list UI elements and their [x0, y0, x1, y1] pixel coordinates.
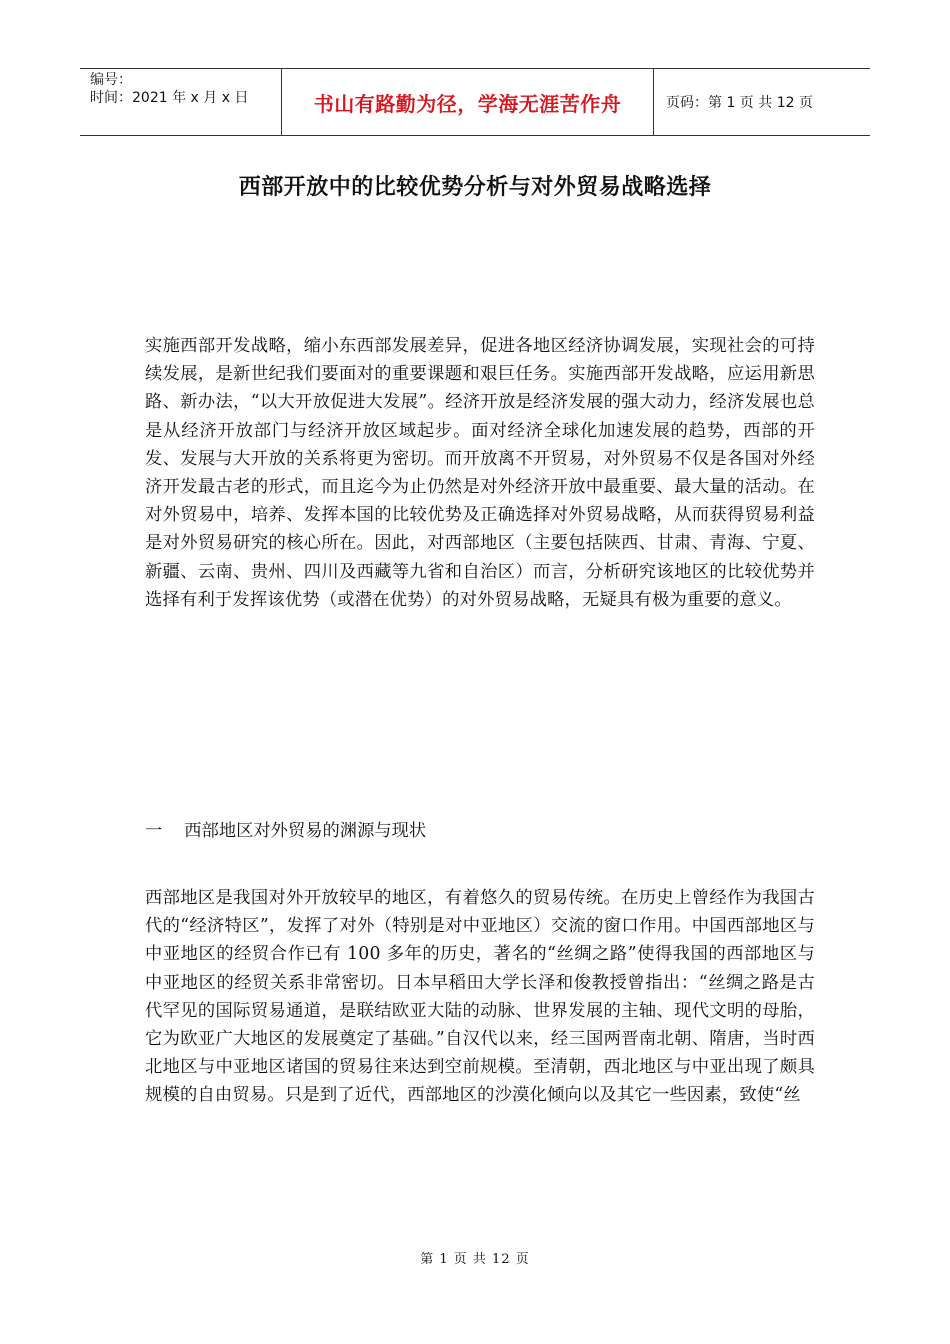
section-heading-1: 一 西部地区对外贸易的渊源与现状 — [145, 821, 427, 841]
document-number-label: 编号： — [90, 72, 132, 88]
page-footer: 第 1 页 共 12 页 — [420, 1252, 530, 1267]
header-motto: 书山有路勤为径，学海无涯苦作舟 — [282, 69, 654, 135]
body-paragraph-1: 实施西部开发战略，缩小东西部发展差异，促进各地区经济协调发展，实现社会的可持续发展，是新世纪我们要面对的重要课题和艰巨任务。实施西部开发战略，应运用新思路、新办法，“以大开放促进大发展”。经济开放是经济发展的强大动力，经济发展也总是从经济开放部门与经济开放区域起步。面对经济全球化加速发展的趋势，西部的开发、发展与大开放的关系将更为密切。而开放离不开贸易，对外贸易不仅是各国对外经济开发最古老的形式，而且迄今为止仍然是对外经济开放中最重要、最大量的活动。在对外贸易中，培养、发挥本国的比较优势及正确选择对外贸易战略，从而获得贸易利益是对外贸易研究的核心所在。因此，对西部地区（主要包括陕西、甘肃、青海、宁夏、新疆、云南、贵州、四川及西藏等九省和自治区）而言，分析研究该地区的比较优势并选择有利于发挥该优势（或潜在优势）的对外贸易战略，无疑具有极为重要的意义。 — [145, 336, 815, 610]
document-title: 西部开放中的比较优势分析与对外贸易战略选择 — [238, 175, 712, 200]
page-header — [80, 68, 870, 136]
body-paragraph-2: 西部地区是我国对外开放较早的地区，有着悠久的贸易传统。在历史上曾经作为我国古代的“经济特区”，发挥了对外（特别是对中亚地区）交流的窗口作用。中国西部地区与中亚地区的经贸合作已有 100 多年的历史，著名的“丝绸之路”使得我国的西部地区与中亚地区的经贸关系非常密切。日本早稻田大学长泽和俊教授曾指出：“丝绸之路是古代罕见的国际贸易通道，是联结欧亚大陆的动脉、世界发展的主轴、现代文明的母胎，它为欧亚广大地区的发展奠定了基础。”自汉代以来，经三国两晋南北朝、隋唐，当时西北地区与中亚地区诸国的贸易往来达到空前规模。至清朝，西北地区与中亚出现了颇具规模的自由贸易。只是到了近代，西部地区的沙漠化倾向以及其它一些因素，致使“丝 — [145, 888, 815, 1106]
header-page-info: 页码：第 1 页 共 12 页 — [666, 95, 813, 111]
header-meta-cell — [80, 69, 282, 135]
document-time-label: 时间：2021 年 x 月 x 日 — [90, 90, 249, 106]
